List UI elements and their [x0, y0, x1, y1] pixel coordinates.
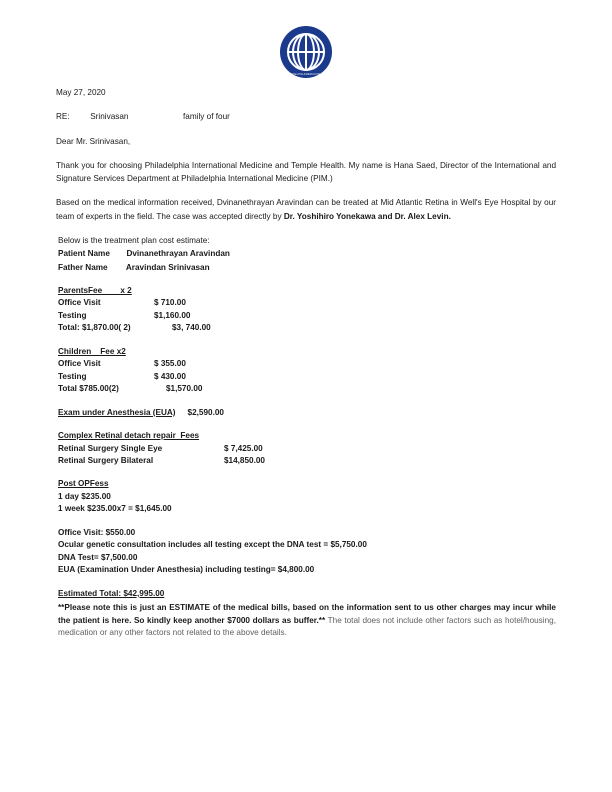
patient-name-label: Patient Name	[58, 249, 110, 259]
father-name-value: Aravindan Srinivasan	[125, 262, 210, 272]
re-detail: family of four	[183, 112, 230, 122]
fee-line: 1 day $235.00	[58, 491, 111, 501]
fee-value: $ 710.00	[154, 298, 186, 308]
fee-value: $1,160.00	[154, 310, 191, 320]
fee-label: Total $785.00(2)	[58, 384, 119, 394]
re-label: RE:	[56, 112, 70, 122]
section-additional-services	[58, 527, 556, 577]
fee-value: $ 430.00	[154, 371, 186, 381]
patient-name-row	[58, 247, 556, 260]
additional-item: Office Visit: $550.00	[58, 527, 136, 537]
re-name: Srinivasan	[90, 112, 129, 122]
section-heading: Exam under Anesthesia (EUA)	[58, 407, 176, 417]
section-heading: ParentsFee x 2	[58, 285, 132, 295]
paragraph-acceptance-text: Based on the medical information received, Dvinanethrayan Aravindan can be treated at Mid Atlantic Retina in Well's Eye Hospital by our team of experts in the field. The case was accepted directly by	[56, 198, 556, 221]
fee-value: $1,570.00	[166, 384, 203, 394]
additional-item: EUA (Examination Under Anesthesia) including testing= $4,800.00	[58, 565, 315, 575]
section-exam-under-anesthesia	[58, 407, 556, 419]
fee-line	[58, 455, 556, 467]
paragraph-intro: Thank you for choosing Philadelphia International Medicine and Temple Health. My name is Hana Saed, Director of the International and Signature Services Department at Philadelphia International Medicine (PIM.)	[56, 160, 556, 184]
fee-total-line	[58, 322, 556, 334]
section-post-op-fees	[58, 478, 556, 515]
organization-logo-icon	[280, 26, 332, 78]
fee-label: Total: $1,870.00( 2)	[58, 323, 131, 333]
fee-value: $3, 740.00	[172, 323, 211, 333]
disclaimer-emphasis: **Please note this is just an ESTIMATE of the medical bills, based on the information sent to us other charges may incur while the patient is here. So kindly keep another $7000 dollars as buffer.**	[58, 603, 556, 625]
letter-date: May 27, 2020	[56, 88, 106, 97]
fee-line	[58, 358, 556, 370]
disclaimer-note: The total does not include other factors such as hotel/housing, medication or any other factors not related to the above details.	[58, 615, 556, 638]
estimated-total: Estimated Total: $42,995.00	[58, 588, 165, 598]
fee-value: $14,850.00	[224, 455, 265, 465]
letter-subject	[56, 110, 556, 123]
section-complex-retinal-repair	[58, 430, 556, 467]
fee-value: $ 355.00	[154, 359, 186, 369]
fee-line	[58, 310, 556, 322]
estimate-intro-block	[58, 234, 556, 274]
section-heading: Complex Retinal detach repair Fees	[58, 431, 200, 441]
estimate-intro: Below is the treatment plan cost estimate:	[58, 235, 210, 245]
globe-icon	[287, 33, 325, 71]
logo-caption: PHILADELPHIAMEDICINE.COM	[283, 73, 329, 76]
fee-line	[58, 297, 556, 309]
fee-line	[58, 371, 556, 383]
additional-item: DNA Test= $7,500.00	[58, 552, 138, 562]
additional-item: Ocular genetic consultation includes all testing except the DNA test = $5,750.00	[58, 540, 367, 550]
section-parents-fee	[58, 285, 556, 335]
paragraph-acceptance	[56, 196, 556, 223]
fee-label: Testing	[58, 371, 87, 381]
section-inline-value: $2,590.00	[187, 407, 224, 417]
fee-label: Retinal Surgery Bilateral	[58, 455, 154, 465]
fee-label: Office Visit	[58, 298, 101, 308]
fee-label: Testing	[58, 310, 87, 320]
letter-body	[56, 86, 556, 640]
section-children-fee	[58, 346, 556, 396]
section-estimated-total	[58, 588, 556, 640]
globe-meridian-outer	[292, 33, 320, 71]
fee-value: $ 7,425.00	[224, 443, 263, 453]
father-name-row	[58, 261, 556, 274]
logo-container	[0, 26, 612, 78]
fee-label: Office Visit	[58, 359, 101, 369]
section-heading: Children Fee x2	[58, 346, 126, 356]
doctor-names: Dr. Yoshihiro Yonekawa and Dr. Alex Levin.	[283, 211, 451, 221]
fee-label: Retinal Surgery Single Eye	[58, 443, 163, 453]
section-heading: Post OPFess	[58, 479, 109, 489]
patient-name-value: Dvinanethrayan Aravindan	[126, 249, 230, 259]
father-name-label: Father Name	[58, 262, 108, 272]
salutation: Dear Mr. Srinivasan,	[56, 136, 131, 146]
fee-total-line	[58, 383, 556, 395]
disclaimer	[58, 602, 556, 639]
fee-line	[58, 443, 556, 455]
fee-line: 1 week $235.00x7 = $1,645.00	[58, 504, 172, 514]
